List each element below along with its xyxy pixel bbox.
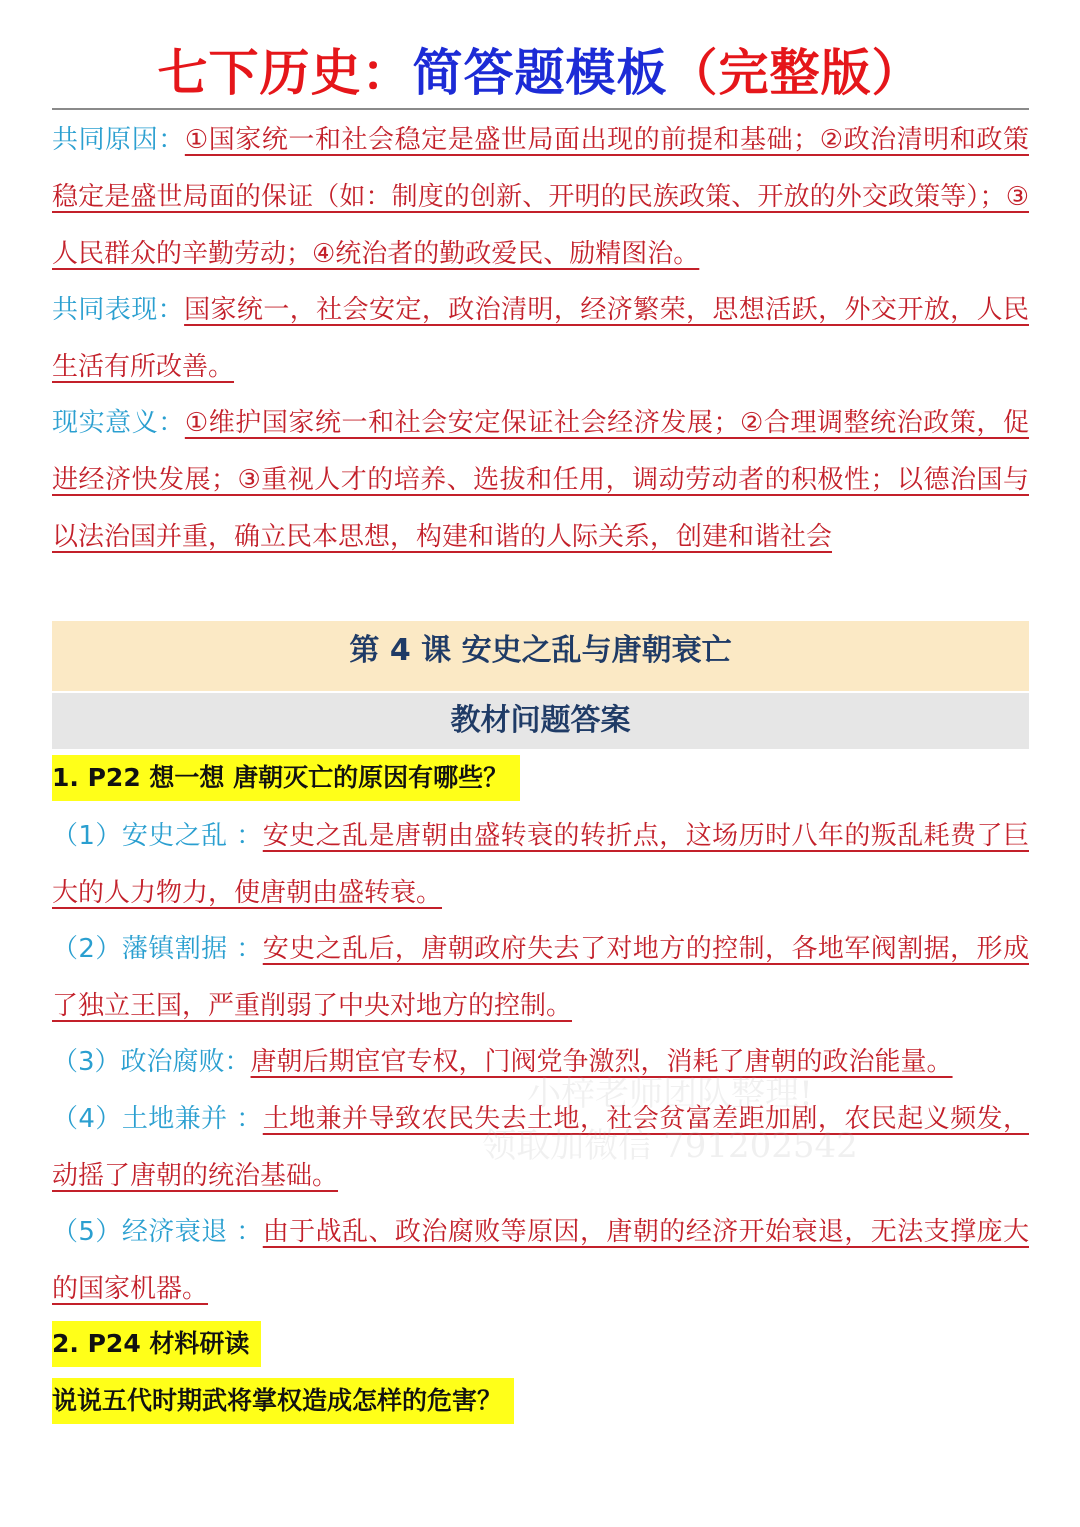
title-part-topic: 简答题模板 (412, 44, 668, 102)
practical-significance-text: ①维护国家统一和社会安定保证社会经济发展；②合理调整统治政策，促进经济快发展；③重视人才的培养、选拔和任用，调动劳动者的积极性；以德治国与以法治国并重，确立民本思想，构建和谐的人际关系，创建和谐社会 (52, 408, 1029, 552)
page-title (0, 38, 1080, 108)
practical-significance-label: 现实意义： (52, 408, 185, 438)
question-1-heading: 1. P22 想一想 唐朝灭亡的原因有哪些？ (52, 755, 520, 801)
lesson-title-band: 第 4 课 安史之乱与唐朝衰亡 (52, 621, 1029, 691)
answer-item-1-text: 安史之乱是唐朝由盛转衰的转折点，这场历时八年的叛乱耗费了巨大的人力物力，使唐朝由盛转衰。 (52, 821, 1029, 908)
answer-item-4-label: （4）土地兼并 ： (52, 1104, 263, 1134)
textbook-answers-band: 教材问题答案 (52, 693, 1029, 749)
title-part-subject: 七下历史： (157, 44, 413, 102)
common-causes-label: 共同原因： (52, 125, 185, 155)
answer-item-2-label: （2）藩镇割据 ： (52, 934, 263, 964)
watermark-line-1: 小梓老师团队整理! (527, 1074, 813, 1114)
common-features-paragraph (52, 282, 1029, 396)
answer-item-5-label: （5）经济衰退 ： (52, 1217, 263, 1247)
answer-item-2 (52, 921, 1029, 1035)
answer-item-3-label: （3）政治腐败： (52, 1047, 251, 1077)
answer-item-2-text: 安史之乱后，唐朝政府失去了对地方的控制，各地军阀割据，形成了独立王国，严重削弱了中央对地方的控制。 (52, 934, 1029, 1021)
answer-item-5-text: 由于战乱、政治腐败等原因，唐朝的经济开始衰退，无法支撑庞大的国家机器。 (52, 1217, 1029, 1304)
answer-item-1-label: （1）安史之乱 ： (52, 821, 263, 851)
watermark-line-2: 领取加微信 791202542 (482, 1126, 858, 1166)
title-part-edition: （完整版） (667, 44, 923, 102)
answer-item-4-text: 土地兼并导致农民失去土地，社会贫富差距加剧，农民起义频发，动摇了唐朝的统治基础。 (52, 1104, 1029, 1191)
common-causes-paragraph (52, 112, 1029, 282)
common-causes-text: ①国家统一和社会稳定是盛世局面出现的前提和基础；②政治清明和政策稳定是盛世局面的保证（如：制度的创新、开明的民族政策、开放的外交政策等）；③人民群众的辛勤劳动；④统治者的勤政爱民、励精图治。 (52, 125, 1029, 269)
title-divider (52, 108, 1029, 110)
question-2-prompt: 说说五代时期武将掌权造成怎样的危害？ (52, 1378, 514, 1424)
common-features-label: 共同表现： (52, 295, 185, 325)
watermark (460, 1068, 880, 1172)
answer-item-5 (52, 1204, 1029, 1318)
answer-item-3-text: 唐朝后期宦官专权，门阀党争激烈，消耗了唐朝的政治能量。 (250, 1047, 953, 1077)
practical-significance-paragraph (52, 395, 1029, 565)
question-2-heading: 2. P24 材料研读 (52, 1321, 261, 1367)
answer-item-1 (52, 808, 1029, 922)
common-features-text: 国家统一，社会安定，政治清明，经济繁荣，思想活跃，外交开放，人民生活有所改善。 (52, 295, 1029, 382)
